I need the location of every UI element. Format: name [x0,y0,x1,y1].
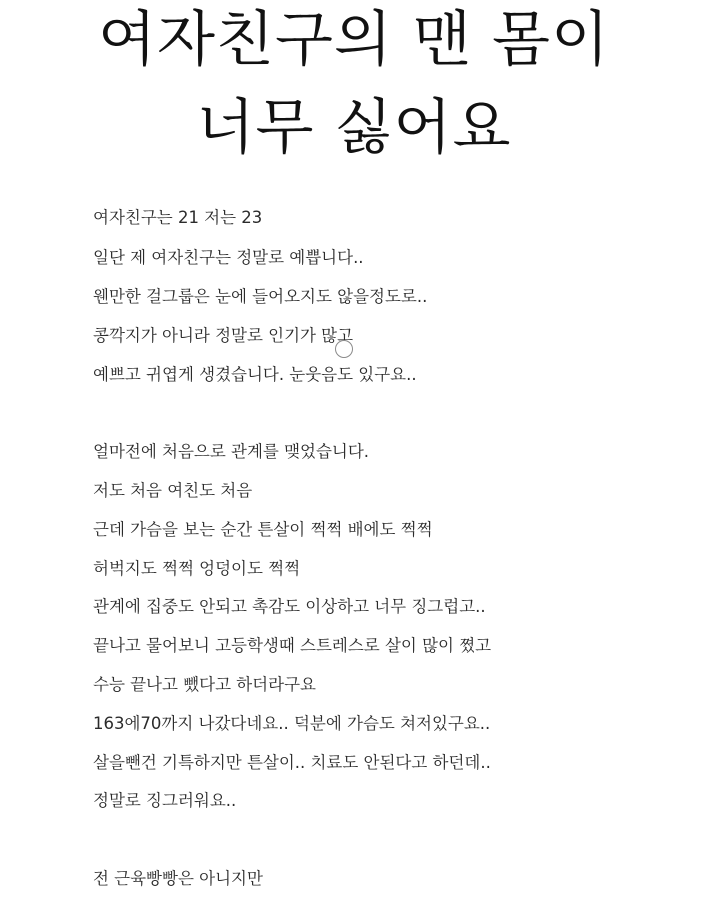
body-line: 정말로 징그러워요.. [93,791,237,810]
body-line: 살을뺀건 기특하지만 튼살이.. 치료도 안된다고 하던데.. [93,753,491,772]
body-line: 여자친구는 21 저는 23 [93,208,263,227]
body-line: 끝나고 물어보니 고등학생때 스트레스로 살이 많이 쪘고 [93,636,492,655]
body-line: 허벅지도 쩍쩍 엉덩이도 쩍쩍 [93,559,301,578]
body-line: 예쁘고 귀엽게 생겼습니다. 눈웃음도 있구요.. [93,365,417,384]
body-line: 콩깍지가 아니라 정말로 인기가 많고 [93,326,354,345]
body-line: 관계에 집중도 안되고 촉감도 이상하고 너무 징그럽고.. [93,597,486,616]
body-line: 웬만한 걸그룹은 눈에 들어오지도 않을정도로.. [93,287,428,306]
body-line: 수능 끝나고 뺐다고 하더라구요 [93,675,316,694]
mouse-cursor-icon [335,340,353,358]
body-line: 얼마전에 처음으로 관계를 맺었습니다. [93,442,370,461]
body-line: 163에70까지 나갔다네요.. 덕분에 가슴도 쳐저있구요.. [93,714,491,733]
post-title-line-1: 여자친구의 맨 몸이 [98,5,610,75]
post-title-line-2: 너무 싫어요 [196,93,512,163]
body-line: 일단 제 여자친구는 정말로 예쁩니다.. [93,248,364,267]
body-line: 근데 가슴을 보는 순간 튼살이 쩍쩍 배에도 쩍쩍 [93,520,433,539]
body-line: 저도 처음 여친도 처음 [93,481,253,500]
body-line: 전 근육빵빵은 아니지만 [93,869,263,888]
